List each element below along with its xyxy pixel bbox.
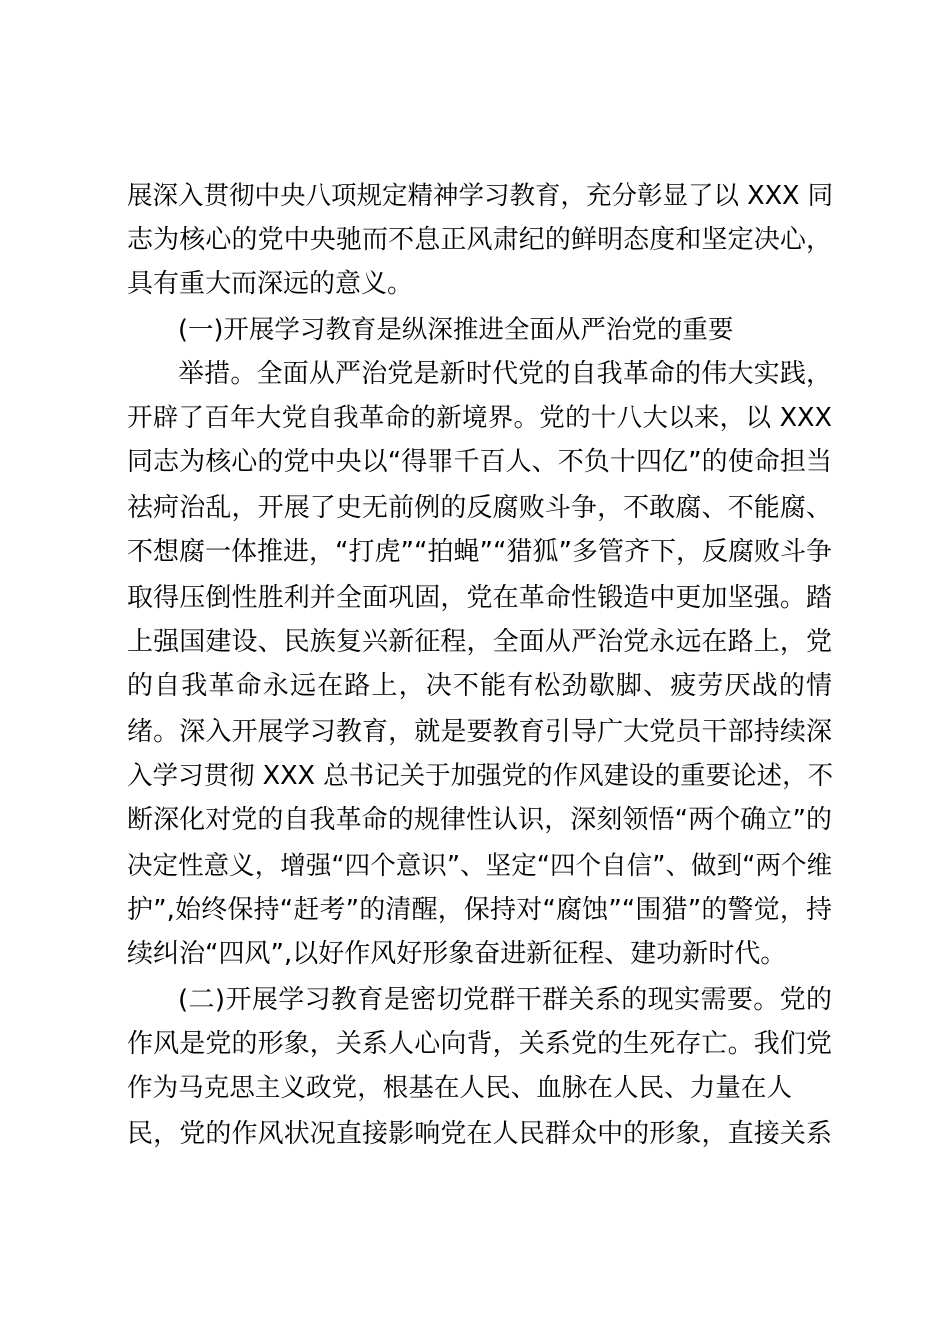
text-line: 开辟了百年大党自我革命的新境界。党的十八大以来，以 XXX bbox=[127, 403, 832, 433]
section-heading: (一)开展学习教育是纵深推进全面从严治党的重要 bbox=[178, 315, 734, 345]
text-line: 具有重大而深远的意义。 bbox=[127, 269, 414, 299]
text-line: 同志为核心的党中央以“得罪千百人、不负十四亿”的使命担当 bbox=[127, 447, 832, 477]
text-line: 作风是党的形象，关系人心向背，关系党的生死存亡。我们党 bbox=[127, 1029, 832, 1059]
text-line: 上强国建设、民族复兴新征程，全面从严治党永远在路上，党 bbox=[127, 627, 832, 657]
text-line: 护”,始终保持“赶考”的清醒，保持对“腐蚀”“围猎”的警觉，持 bbox=[127, 895, 832, 925]
text-line: 决定性意义，增强“四个意识”、坚定“四个自信”、做到“两个维 bbox=[127, 851, 832, 881]
text-line: 作为马克思主义政党，根基在人民、血脉在人民、力量在人 bbox=[127, 1073, 792, 1103]
text-line: 断深化对党的自我革命的规律性认识，深刻领悟“两个确立”的 bbox=[127, 805, 832, 835]
text-line: 的自我革命永远在路上，决不能有松劲歇脚、疲劳厌战的情 bbox=[127, 671, 832, 701]
text-line: 续纠治“四风”,以好作风好形象奋进新征程、建功新时代。 bbox=[127, 939, 787, 969]
text-line: 志为核心的党中央驰而不息正风肃纪的鲜明态度和坚定决心， bbox=[127, 225, 832, 255]
text-line: 祛疴治乱，开展了史无前例的反腐败斗争，不敢腐、不能腐、 bbox=[127, 493, 832, 523]
text-line: 取得压倒性胜利并全面巩固，党在革命性锻造中更加坚强。踏 bbox=[127, 583, 832, 613]
text-line: 举措。全面从严治党是新时代党的自我革命的伟大实践， bbox=[178, 359, 832, 389]
text-line: 绪。深入开展学习教育，就是要教育引导广大党员干部持续深 bbox=[127, 717, 832, 747]
text-line: 入学习贯彻 XXX 总书记关于加强党的作风建设的重要论述，不 bbox=[127, 761, 834, 791]
text-line: 民，党的作风状况直接影响党在人民群众中的形象，直接关系 bbox=[127, 1119, 832, 1149]
text-line: 不想腐一体推进，“打虎”“拍蝇”“猎狐”多管齐下，反腐败斗争 bbox=[127, 537, 832, 567]
section-heading: (二)开展学习教育是密切党群干群关系的现实需要。党的 bbox=[178, 985, 832, 1015]
text-line: 展深入贯彻中央八项规定精神学习教育，充分彰显了以 XXX 同 bbox=[127, 181, 834, 211]
